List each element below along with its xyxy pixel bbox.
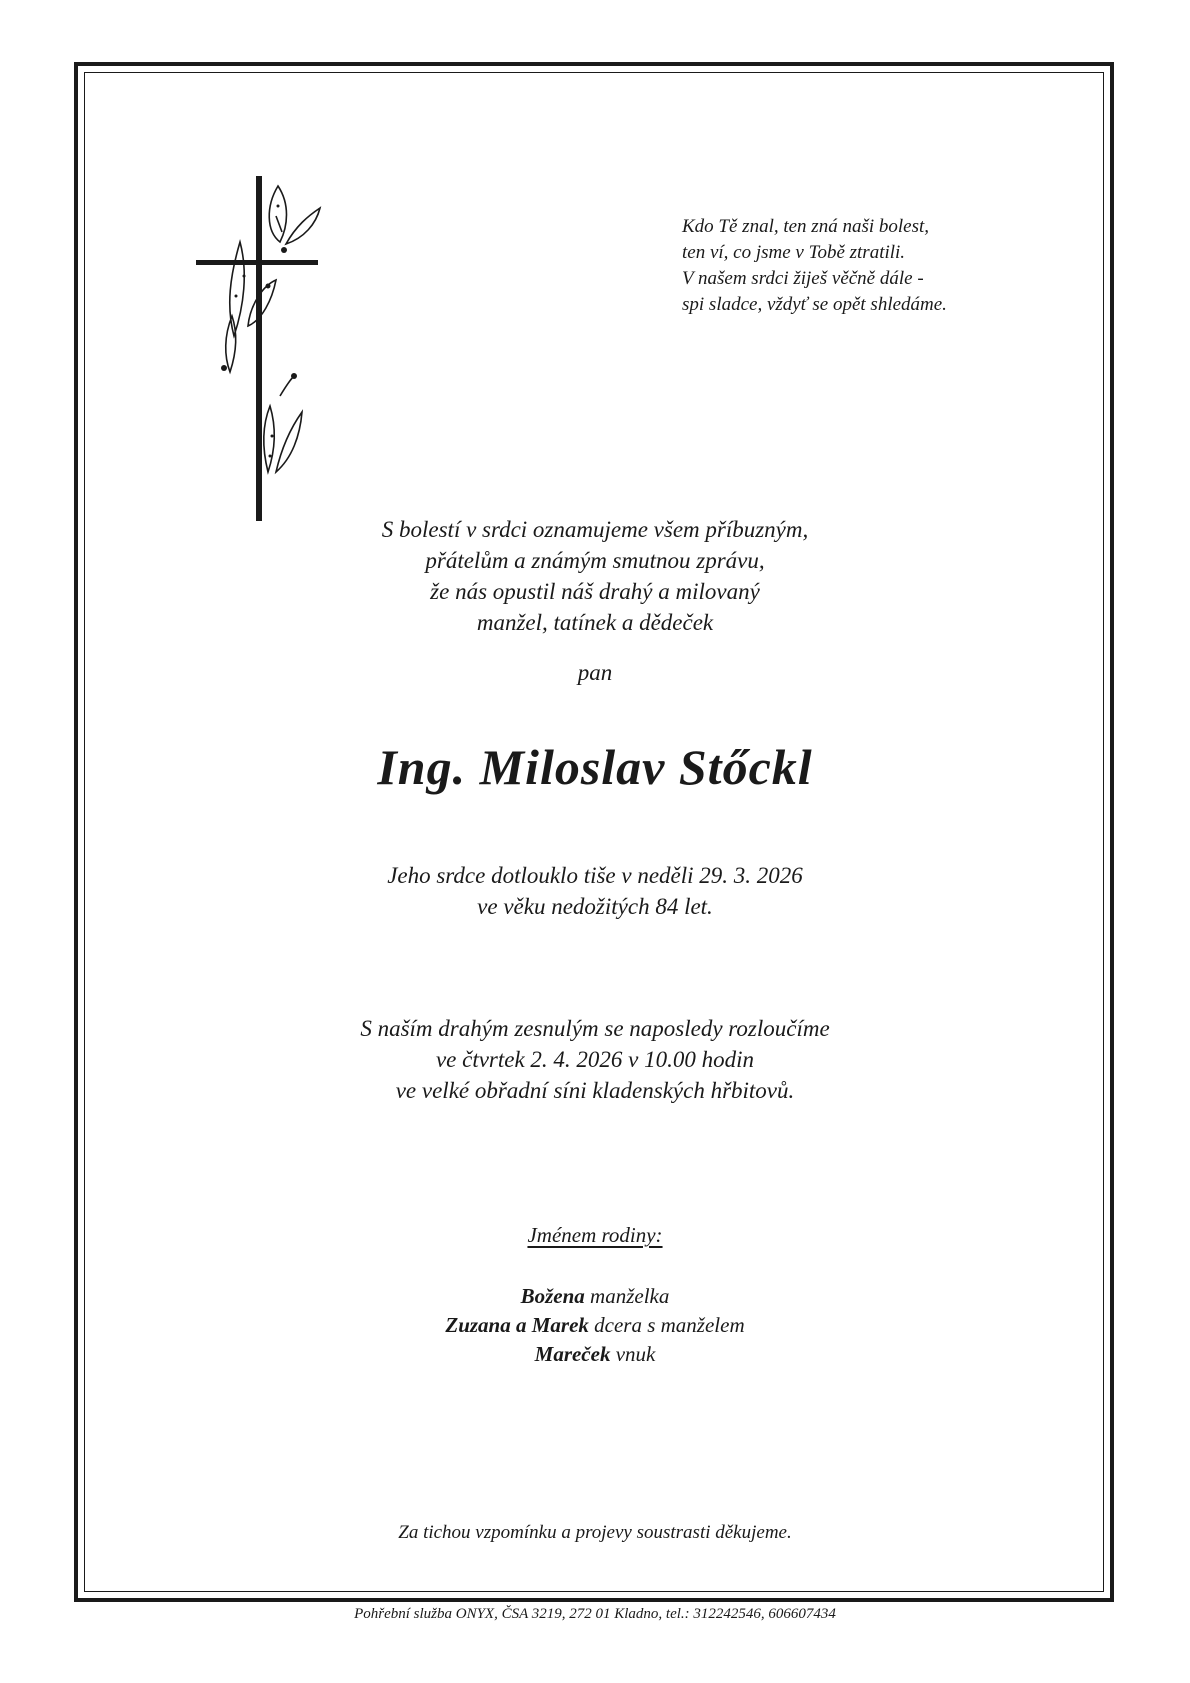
family-member xyxy=(0,1311,1190,1340)
cross-with-leaves-icon xyxy=(196,176,336,521)
poem-line: Kdo Tě znal, ten zná naši bolest, xyxy=(682,216,930,237)
family-member xyxy=(0,1340,1190,1369)
family-heading xyxy=(0,1223,1190,1248)
announcement-line: že nás opustil náš drahý a milovaný xyxy=(430,579,760,604)
family-member xyxy=(0,1282,1190,1311)
poem-line: ten ví, co jsme v Tobě ztratili. xyxy=(682,242,906,263)
poem-line: spi sladce, vždyť se opět shledáme. xyxy=(682,294,947,315)
footer: Pohřební služba ONYX, ČSA 3219, 272 01 Kladno, tel.: 312242546, 606607434 xyxy=(354,1606,836,1622)
funeral-info-line: S naším drahým zesnulým se naposledy rozloučíme xyxy=(360,1016,830,1041)
announcement-line: přátelům a známým smutnou zprávu, xyxy=(425,548,765,573)
funeral-info xyxy=(0,1013,1190,1106)
member-relation: manželka xyxy=(590,1284,670,1308)
poem-line: V našem srdci žiješ věčně dále - xyxy=(682,268,924,289)
closing-thanks: Za tichou vzpomínku a projevy soustrasti děkujeme. xyxy=(398,1522,792,1543)
announcement xyxy=(0,514,1190,638)
family-members xyxy=(0,1282,1190,1369)
deceased-name: Ing. Miloslav Stőckl xyxy=(377,739,813,795)
member-relation: dcera s manželem xyxy=(594,1313,745,1337)
member-name: Zuzana a Marek xyxy=(445,1313,589,1337)
funeral-info-line: ve velké obřadní síni kladenských hřbitovů. xyxy=(395,1078,795,1103)
poem xyxy=(682,214,947,318)
member-name: Božena xyxy=(520,1284,585,1308)
death-info xyxy=(0,860,1190,922)
death-info-line: ve věku nedožitých 84 let. xyxy=(477,894,713,919)
announcement-line: S bolestí v srdci oznamujeme všem příbuzným, xyxy=(381,517,809,542)
member-name: Mareček xyxy=(534,1342,611,1366)
family-heading-text: Jménem rodiny: xyxy=(527,1223,663,1247)
funeral-info-line: ve čtvrtek 2. 4. 2026 v 10.00 hodin xyxy=(435,1047,755,1072)
announcement-line: manžel, tatínek a dědeček xyxy=(476,610,714,635)
death-info-line: Jeho srdce dotlouklo tiše v neděli 29. 3. 2026 xyxy=(387,863,803,888)
member-relation: vnuk xyxy=(615,1342,656,1366)
salutation: pan xyxy=(577,660,613,685)
